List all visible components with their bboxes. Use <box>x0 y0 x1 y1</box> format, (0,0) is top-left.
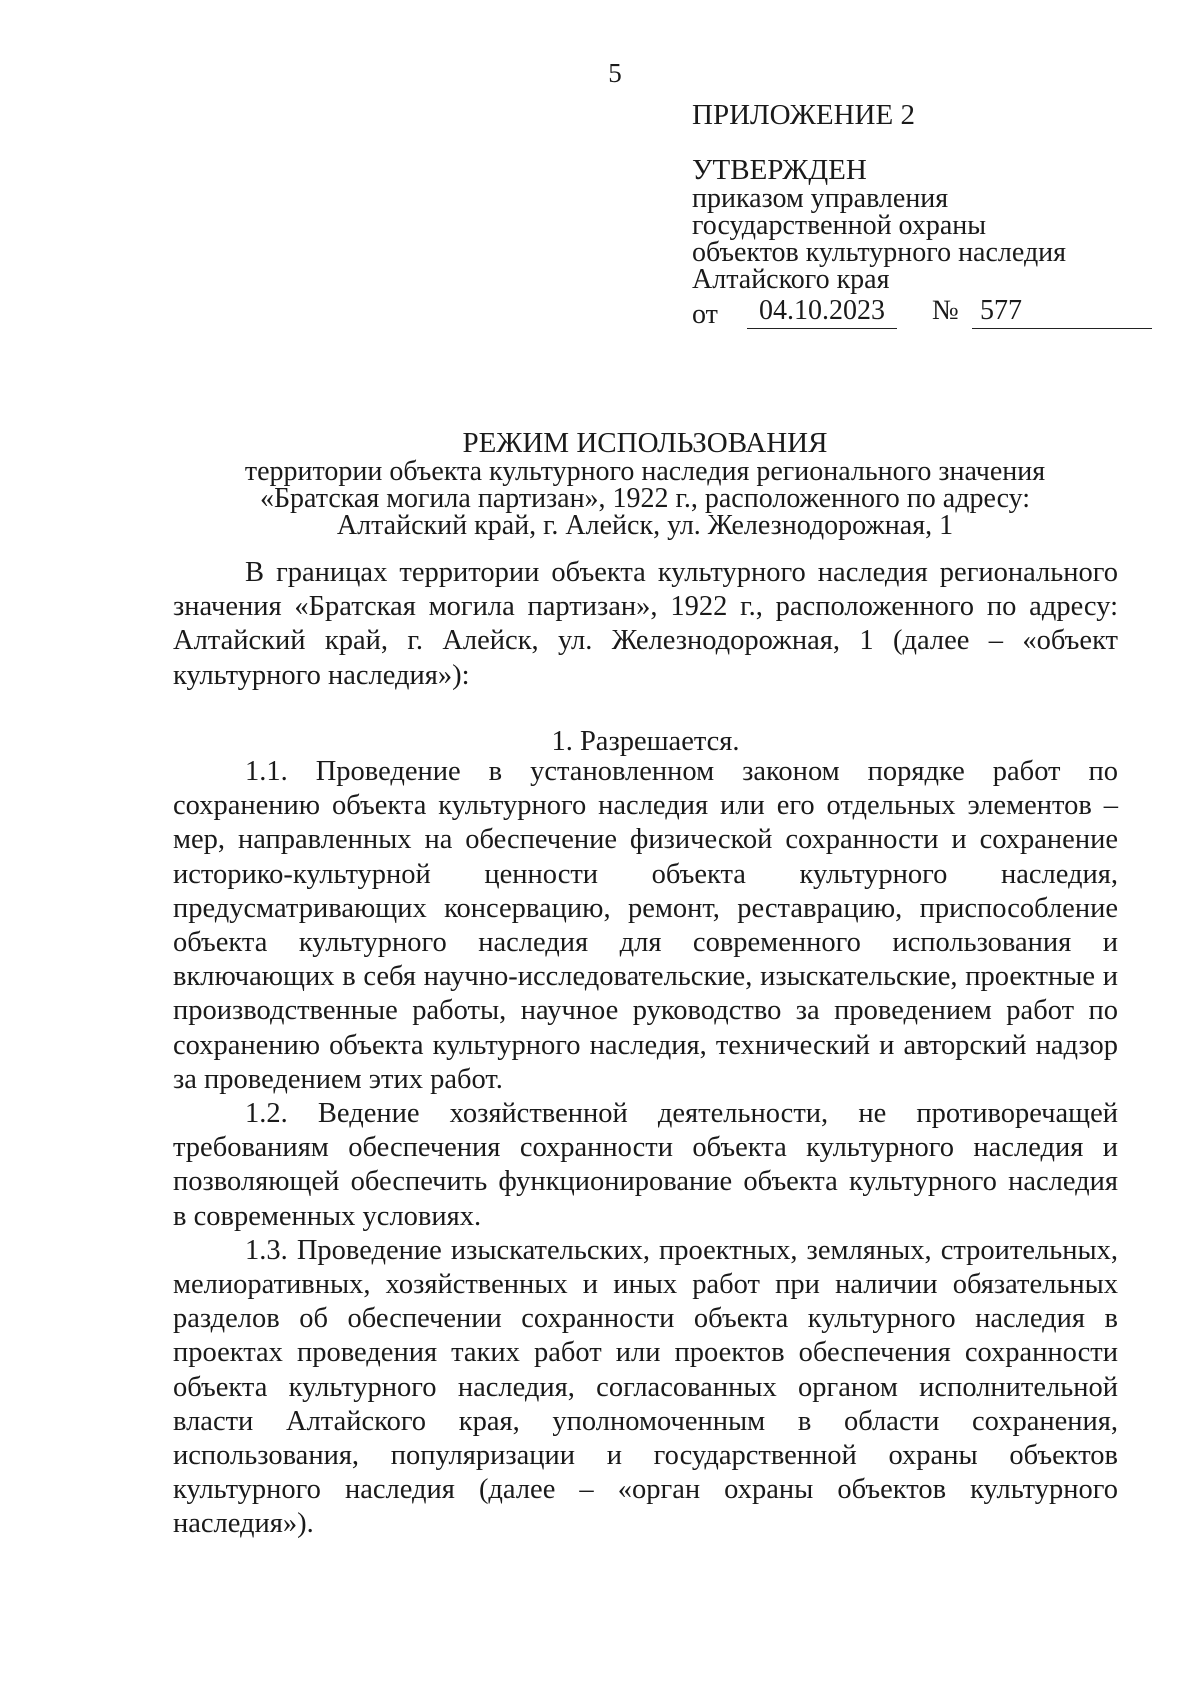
approval-line: объектов культурного наследия <box>692 237 1067 268</box>
annex-label: ПРИЛОЖЕНИЕ 2 <box>692 99 915 131</box>
page-number: 5 <box>608 58 622 88</box>
date-prefix: от <box>692 299 718 330</box>
approval-line: приказом управления <box>692 183 949 214</box>
title-line: Алтайский край, г. Алейск, ул. Железнодорожная, 1 <box>336 510 954 541</box>
title-line: «Братская могила партизан», 1922 г., расположенного по адресу: <box>259 483 1031 514</box>
approved-label: УТВЕРЖДЕН <box>692 154 867 186</box>
approval-line: Алтайского края <box>692 264 890 295</box>
order-date-number-row <box>692 297 1142 333</box>
intro-paragraph-block <box>173 556 1118 693</box>
document-title <box>170 428 1120 539</box>
title-heading: РЕЖИМ ИСПОЛЬЗОВАНИЯ <box>462 427 828 459</box>
order-number: 577 <box>972 297 1152 329</box>
approval-block <box>692 99 1142 333</box>
number-sign: № <box>932 295 959 326</box>
title-line: территории объекта культурного наследия регионального значения <box>244 456 1046 487</box>
approval-line: государственной охраны <box>692 210 987 241</box>
intro-paragraph: В границах территории объекта культурного наследия регионального значения «Братская могила партизан», 1922 г., расположенного по адресу: Алтайский край, г. Алейск, ул. Железнодорожная, 1 (далее – «объект культурного наследия»): <box>173 557 1118 691</box>
section-heading: 1. Разрешается. <box>551 726 740 757</box>
item-paragraph: 1.1. Проведение в установленном законом порядке работ по сохранению объекта культурного наследия или его отдельных элементов – мер, направленных на обеспечение физической сохранности и сохранение историко-культурной ценности объекта культурного наследия, предусматривающих консервацию, ремонт, реставрацию, приспособление объекта культурного наследия для современного использования и включающих в себя научно-исследовательские, изыскательские, проектные и производственные работы, научное руководство за проведением работ по сохранению объекта культурного наследия, технический и авторский надзор за проведением этих работ. <box>173 756 1118 1095</box>
item-paragraph: 1.3. Проведение изыскательских, проектных, земляных, строительных, мелиоративных, хозяйственных и иных работ при наличии обязательных разделов об обеспечении сохранности объекта культурного наследия в проектах проведения таких работ или проектов обеспечения сохранности объекта культурного наследия, согласованных органом исполнительной власти Алтайского края, уполномоченным в области сохранения, использования, популяризации и государственной охраны объектов культурного наследия (далее – «орган охраны объектов культурного наследия»). <box>173 1234 1118 1540</box>
order-date: 04.10.2023 <box>747 297 897 329</box>
section-items <box>173 755 1118 1542</box>
item-paragraph: 1.2. Ведение хозяйственной деятельности, не противоречащей требованиям обеспечения сохранности объекта культурного наследия и позволяющей обеспечить функционирование объекта культурного наследия в современных условиях. <box>173 1098 1118 1232</box>
